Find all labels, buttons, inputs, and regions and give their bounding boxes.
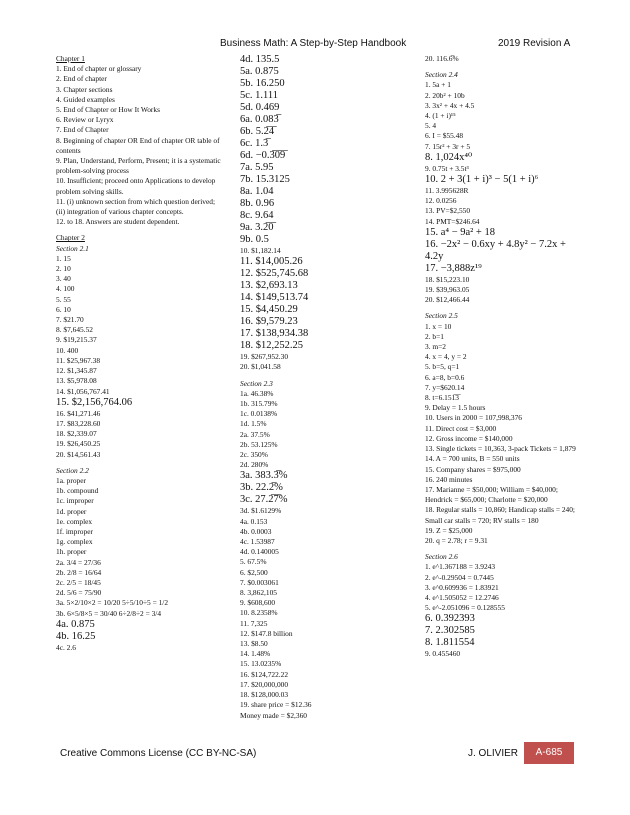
answer-line: 1c. 0.0138% (240, 409, 278, 419)
answer-line: 5c. 1.111 (240, 90, 279, 101)
answer-line: 18. $2,339.07 (56, 429, 97, 439)
answer-line: 6. 10 (56, 304, 71, 314)
answer-line: 20. $14,561.43 (56, 449, 101, 459)
answer-line: 6. 0.392393 (425, 613, 475, 625)
answer-line: 5. 67.5% (240, 557, 267, 567)
answer-line: 8. 3,862,105 (240, 588, 277, 598)
answer-line: 4c. 2.6 (56, 642, 76, 652)
answer-line: 17. $20,000,000 (240, 679, 289, 689)
answer-line: 18. $128,000.03 (240, 690, 289, 700)
answer-line: 18. Regular stalls = 10,860; Handicap stalls = 240; Small car stalls = 720; RV stalls = 180 (425, 505, 575, 525)
answer-line: 12. $1,345.87 (56, 366, 97, 376)
answer-line: 18. $15,223.10 (425, 274, 470, 284)
answer-line: 2. e^-0.29504 = 0.7445 (425, 572, 494, 582)
answer-line: 4. 100 (56, 284, 75, 294)
answer-line: 2c. 2/5 = 18/45 (56, 577, 101, 587)
answer-line: 1c. improper (56, 496, 94, 506)
answer-line: 6. a=8, b=0.6 (425, 372, 465, 382)
answer-line: 8c. 9.64 (240, 210, 274, 221)
license-label: Creative Commons License (CC BY-NC-SA) (60, 748, 257, 759)
answer-line: 11. (i) unknown section from which question derived; (ii) integration of various chapter concepts. (56, 196, 216, 217)
answer-line: 6c. 1.3̅ (240, 138, 269, 149)
answer-line: 6a. 0.083̅ (240, 114, 279, 125)
answer-line: 12. 0.0256 (425, 196, 457, 206)
answer-line: 18. $12,252.25 (240, 340, 303, 352)
answer-line: 9a. 3.2̅0̅ (240, 222, 274, 233)
answer-line: 11. 7,325 (240, 618, 268, 628)
answer-line: 7. 15r² + 3r + 5 (425, 141, 471, 151)
answer-line: 1h. proper (56, 547, 87, 557)
answer-line: 12. to 18. Answers are student dependent. (56, 217, 180, 227)
answer-line: 7. $21.70 (56, 315, 84, 325)
answer-line: 1. e^1.367188 = 3.9243 (425, 562, 496, 572)
answer-line: 1b. 315.79% (240, 399, 278, 409)
answer-line: 3a. 383.3̅% (240, 470, 288, 482)
page-number: A-685 (524, 742, 574, 764)
answer-column-3 (425, 54, 585, 660)
answer-line: 17. $83,228.60 (56, 418, 101, 428)
answer-line: 12. Gross income = $140,000 (425, 433, 513, 443)
answer-line: Section 2.2 (56, 465, 89, 475)
answer-line: 19. Z = $25,000 (425, 525, 473, 535)
answer-line: 20. $12,466.44 (425, 295, 470, 305)
answer-line: 4. e^1.505052 = 12.2746 (425, 592, 499, 602)
answer-line: 1a. proper (56, 475, 86, 485)
answer-line: 9. Plan, Understand, Perform, Present; it is a systematic problem-solving process (56, 156, 221, 176)
answer-line: 16. 240 minutes (425, 474, 473, 484)
answer-line: Section 2.5 (425, 311, 458, 321)
answer-line: 4b. 0.0003 (240, 526, 272, 536)
answer-line: Section 2.6 (425, 552, 458, 562)
answer-line: 8. Beginning of chapter OR End of chapter OR table of contents (56, 135, 220, 155)
answer-line: Section 2.1 (56, 243, 89, 253)
answer-line: 17. −3,888z¹⁹ (425, 262, 482, 274)
answer-line: 8. t=6.151̅3̅ (425, 393, 459, 403)
answer-line: 10. 8.2358% (240, 608, 278, 618)
book-title: Business Math: A Step-by-Step Handbook (220, 38, 407, 49)
answer-line: 3. 3x² + 4x + 4.5 (425, 100, 475, 110)
answer-line: Chapter 1 (56, 54, 85, 63)
answer-line: 5. End of Chapter or How It Works (56, 105, 160, 115)
answer-line: 16. −2x² − 0.6xy + 4.8y² − 7.2x + 4.2y (425, 238, 566, 262)
answer-line: 6. $2,500 (240, 567, 268, 577)
answer-line: 1b. compound (56, 486, 99, 496)
answer-line: 20. q = 2.78; r = 9.31 (425, 535, 488, 545)
answer-line: 14. A = 700 units, B = 550 units (425, 454, 520, 464)
answer-line: 8. $7,645.52 (56, 325, 93, 335)
answer-line: 16. $9,579.23 (240, 316, 298, 328)
answer-column-2 (240, 54, 410, 721)
answer-line: 10. Insufficient; proceed onto Applications to develop problem solving skills. (56, 176, 216, 196)
answer-line: 1. 5a + 1 (425, 80, 451, 90)
answer-line: 19. share price = $12.36 (240, 700, 312, 710)
answer-line: 1. 15 (56, 253, 71, 263)
answer-line: 9. 0.455460 (425, 649, 461, 659)
answer-line: 7. End of Chapter (56, 125, 109, 135)
answer-line: 2b. 53.125% (240, 439, 278, 449)
page-footer (0, 742, 630, 764)
answer-line: 19. $26,450.25 (56, 439, 101, 449)
answer-line: 11. $14,005.26 (240, 256, 303, 268)
answer-line: 4d. 0.140005 (240, 547, 279, 557)
answer-line: 19. $267,952.30 (240, 352, 289, 362)
answer-line: 4. x = 4, y = 2 (425, 352, 467, 362)
answer-line: 2a. 3/4 = 27/36 (56, 557, 101, 567)
answer-line: Section 2.3 (240, 378, 273, 388)
page-header (0, 36, 630, 52)
answer-line: 3c. 27.2̅7̅% (240, 494, 288, 506)
answer-line: 5. e^-2.051096 = 0.128555 (425, 603, 505, 613)
answer-line: 16. $124,722.22 (240, 669, 289, 679)
answer-line: 13. $5,978.08 (56, 376, 97, 386)
answer-line: 8a. 1.04 (240, 186, 274, 197)
revision-label: 2019 Revision A (498, 38, 571, 49)
answer-line: 2. End of chapter (56, 74, 107, 84)
answer-line: 15. $2,156,764.06 (56, 396, 133, 408)
answer-line: Money made = $2,360 (240, 710, 307, 720)
answer-line: 17. $138,934.38 (240, 328, 309, 340)
answer-line: 4a. 0.875 (56, 618, 95, 630)
answer-line: 5. 4 (425, 121, 437, 131)
answer-line: 5a. 0.875 (240, 66, 279, 77)
answer-line: 4a. 0.153 (240, 516, 268, 526)
answer-line: 2. 20b² + 10b (425, 90, 465, 100)
answer-line: 13. $8.50 (240, 639, 268, 649)
answer-line: 15. Company shares = $975,000 (425, 464, 521, 474)
answer-line: 5. 55 (56, 294, 71, 304)
answer-line: 14. $1,056,767.41 (56, 386, 110, 396)
answer-line: 10. $1,182.14 (240, 246, 281, 255)
answer-line: 4. (1 + i)¹⁵ (425, 111, 456, 121)
answer-line: 20. 116.6̅% (425, 54, 459, 63)
answer-line: 3b. 22.2̅% (240, 482, 283, 494)
answer-line: 6d. −0.3̅0̅9̅ (240, 150, 286, 161)
answer-line: 3. e^0.609936 = 1.83921 (425, 582, 499, 592)
answer-line: 14. $149,513.74 (240, 292, 309, 304)
answer-line: 1a. 46.38% (240, 388, 274, 398)
answer-line: 13. Single tickets = 10,363, 3-pack Tickets = 1,879 (425, 444, 576, 454)
author-label: J. OLIVIER (468, 748, 519, 759)
answer-line: 12. $525,745.68 (240, 268, 309, 280)
answer-line: 6. Review or Lyryx (56, 115, 114, 125)
answer-line: 15. 13.0235% (240, 659, 282, 669)
answer-line: 1. x = 10 (425, 321, 452, 331)
answer-line: 4c. 1.53987 (240, 537, 275, 547)
answer-line: 3. m=2 (425, 342, 447, 352)
answer-line: 1. End of chapter or glossary (56, 64, 142, 74)
answer-line: 9b. 0.5 (240, 234, 269, 245)
answer-line: 1g. complex (56, 537, 93, 547)
answer-line: Chapter 2 (56, 233, 85, 243)
answer-line: 8. 1.811554 (425, 637, 475, 649)
answer-line: 7. $0.003061 (240, 577, 279, 587)
answer-line: 7a. 5.95 (240, 162, 274, 173)
answer-line: 2. b=1 (425, 331, 444, 341)
answer-line: 3d. $1.6129% (240, 506, 282, 516)
answer-line: 13. $2,693.13 (240, 280, 298, 292)
answer-line: 7b. 15.3125 (240, 174, 290, 185)
answer-line: 2a. 37.5% (240, 429, 270, 439)
answer-line: 2b. 2/8 = 16/64 (56, 567, 102, 577)
answer-line: 3. 40 (56, 274, 71, 284)
answer-line: 14. 1.48% (240, 649, 271, 659)
answer-line: 4. Guided examples (56, 94, 115, 104)
answer-line: 1d. proper (56, 506, 87, 516)
answer-line: 20. $1,041.58 (240, 362, 281, 372)
answer-line: 4b. 16.25 (56, 630, 96, 642)
answer-line: 9. $608,600 (240, 598, 276, 608)
answer-line: 5d. 0.469 (240, 102, 280, 113)
answer-line: 5. b=5, q=1 (425, 362, 460, 372)
answer-line: 10. Users in 2000 = 107,998,376 (425, 413, 522, 423)
answer-line: 2d. 280% (240, 460, 269, 470)
answer-line: 5b. 16.250 (240, 78, 285, 89)
answer-line: 7. y=$620.14 (425, 382, 465, 392)
answer-line: 3b. 6×5/8×5 = 30/40 6÷2/8÷2 = 3/4 (56, 608, 162, 618)
answer-line: 8b. 0.96 (240, 198, 275, 209)
answer-line: Section 2.4 (425, 70, 458, 80)
answer-line: 6b. 5.2̅4̅ (240, 126, 275, 137)
answer-column-1 (56, 54, 222, 653)
answer-line: 11. Direct cost = $3,000 (425, 423, 497, 433)
answer-line: 8. 1,024x⁴⁰ (425, 151, 473, 163)
answer-line: 2d. 5/6 = 75/90 (56, 588, 102, 598)
answer-line: 10. 400 (56, 345, 79, 355)
answer-line: 15. a⁴ − 9a² + 18 (425, 226, 495, 238)
answer-line: 17. Marianne = $50,000; William = $40,000; Hendrick = $65,000; Charlotte = $20,000 (425, 484, 558, 505)
answer-line: 2c. 350% (240, 450, 268, 460)
answer-line: 19. $39,963.05 (425, 285, 470, 295)
answer-line: 9. 0.75t + 3.5t³ (425, 163, 469, 173)
answer-line: 11. 3.995628R (425, 186, 469, 196)
answer-line: 9. $19,215.37 (56, 335, 97, 345)
answer-line: 1e. complex (56, 516, 93, 526)
answer-line: 12. $147.8 billion (240, 628, 293, 638)
answer-line: 11. $25,967.38 (56, 355, 101, 365)
answer-line: 1d. 1.5% (240, 419, 267, 429)
answer-line: 14. PMT=$246.64 (425, 216, 480, 226)
answer-line: 9. Delay = 1.5 hours (425, 403, 486, 413)
answer-line: 3a. 5×2/10×2 = 10/20 5÷5/10÷5 = 1/2 (56, 598, 169, 608)
answer-line: 13. PV=$2,550 (425, 206, 471, 216)
answer-line: 3. Chapter sections (56, 84, 113, 94)
answer-line: 16. $41,271.46 (56, 408, 101, 418)
answer-line: 4d. 135.5 (240, 54, 280, 65)
answer-line: 2. 10 (56, 264, 71, 274)
answer-line: 15. $4,450.29 (240, 304, 298, 316)
answer-line: 6. I = $55.48 (425, 131, 464, 141)
answer-line: 10. 2 + 3(1 + i)³ − 5(1 + i)⁶ (425, 174, 539, 186)
answer-line: 1f. improper (56, 526, 93, 536)
answer-line: 7. 2.302585 (425, 625, 475, 637)
